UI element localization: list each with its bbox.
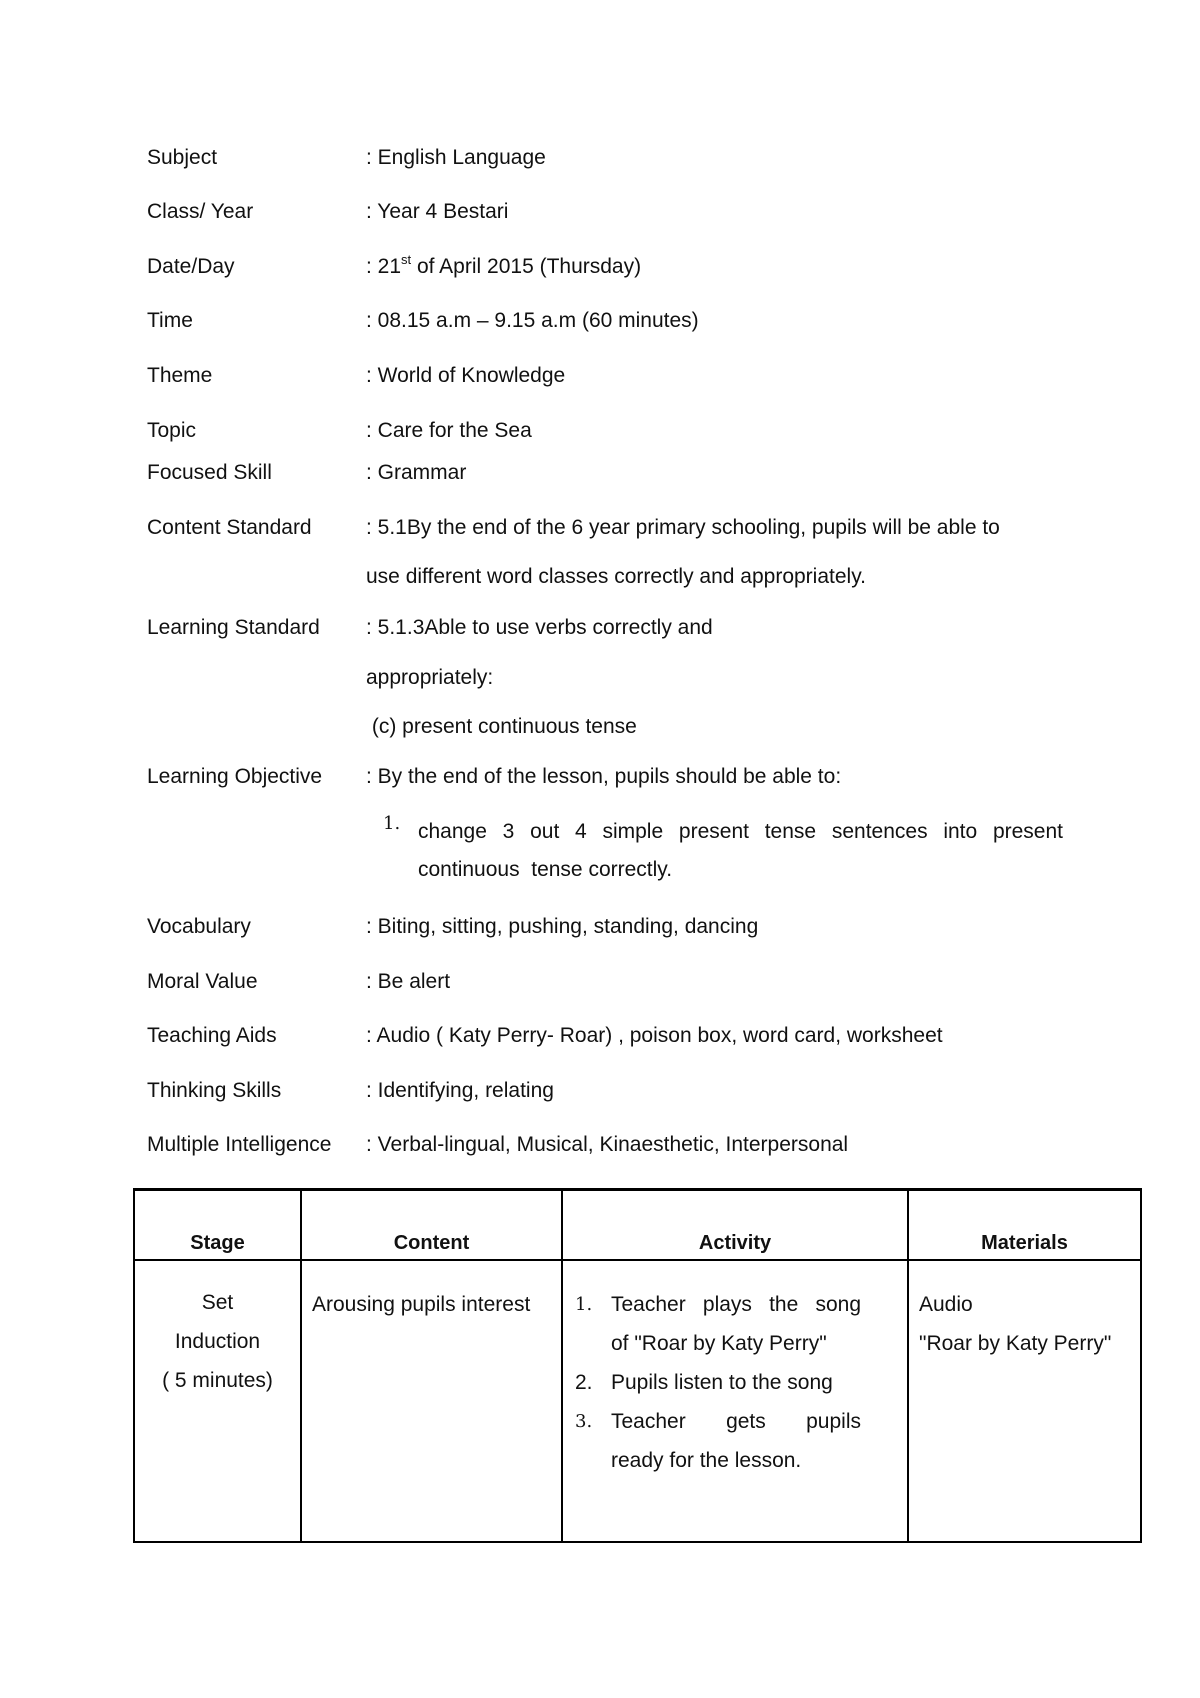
focused-skill-value: : Grammar [366,461,467,484]
stage-line: ( 5 minutes) [162,1369,273,1392]
stage-line: Set [201,1291,234,1314]
activity-text: Teacher plays the song of "Roar by Katy Perry" [611,1293,861,1355]
objective-item-number: 1. [383,813,401,834]
activity-number: 1. [575,1294,593,1315]
teaching-aids-label: Teaching Aids [147,1024,277,1047]
time-value: : 08.15 a.m – 9.15 a.m (60 minutes) [366,309,699,332]
subject-row [0,146,1200,176]
learning-standard-row [0,616,1200,646]
activity-number: 2. [575,1371,593,1394]
learning-objective-row [0,765,1200,795]
material-line: Audio [919,1293,973,1316]
table-row [134,1260,1141,1542]
topic-label: Topic [147,419,197,442]
content-text: Arousing pupils interest [312,1293,531,1316]
learning-standard-label: Learning Standard [147,616,320,639]
learning-standard-value: : 5.1.3Able to use verbs correctly and [366,616,713,639]
activity-list [563,1261,907,1480]
moral-value-value: : Be alert [366,970,451,993]
topic-row [0,419,1200,449]
date-day-label: Date/Day [147,255,235,278]
theme-label: Theme [147,364,213,387]
multiple-intelligence-value: : Verbal-lingual, Musical, Kinaesthetic, Interpersonal [366,1133,849,1156]
teaching-aids-value: : Audio ( Katy Perry- Roar) , poison box, word card, worksheet [366,1024,943,1047]
stage-line: Induction [174,1330,261,1353]
learning-standard-continuation-2: (c) present continuous tense [366,715,637,738]
materials-cell [908,1260,1141,1542]
material-line: "Roar by Katy Perry" [919,1332,1112,1355]
learning-standard-continuation-row [0,666,1200,696]
learning-standard-continuation-1: appropriately: [366,666,494,689]
date-day-value: : 21st of April 2015 (Thursday) [366,252,642,278]
moral-value-label: Moral Value [147,970,258,993]
class-year-label: Class/ Year [147,200,254,223]
vocabulary-value: : Biting, sitting, pushing, standing, dancing [366,915,759,938]
activity-text: Pupils listen to the song [611,1371,833,1394]
header-stage: Stage [134,1190,301,1261]
content-standard-row [0,516,1200,546]
vocabulary-row [0,915,1200,945]
time-row [0,309,1200,339]
class-year-value: : Year 4 Bestari [366,200,509,223]
teaching-aids-row [0,1024,1200,1054]
header-materials: Materials [908,1190,1141,1261]
topic-value: : Care for the Sea [366,419,532,442]
time-label: Time [147,309,193,332]
table-header-row [134,1190,1141,1261]
header-activity: Activity [562,1190,908,1261]
content-standard-label: Content Standard [147,516,312,539]
subject-value: : English Language [366,146,546,169]
multiple-intelligence-label: Multiple Intelligence [147,1133,332,1156]
content-standard-continuation: use different word classes correctly and appropriately. [366,565,866,588]
theme-value: : World of Knowledge [366,364,566,387]
thinking-skills-label: Thinking Skills [147,1079,282,1102]
content-standard-continuation-row [0,565,1200,595]
theme-row [0,364,1200,394]
vocabulary-label: Vocabulary [147,915,251,938]
focused-skill-label: Focused Skill [147,461,272,484]
header-content: Content [301,1190,562,1261]
content-cell [301,1260,562,1542]
activity-number: 3. [575,1411,593,1432]
focused-skill-row [0,461,1200,491]
learning-objective-label: Learning Objective [147,765,323,788]
class-year-row [0,200,1200,230]
multiple-intelligence-row [0,1133,1200,1163]
activity-text: Teacher gets pupils ready for the lesson. [611,1410,861,1472]
date-day-row [0,252,1200,285]
thinking-skills-value: : Identifying, relating [366,1079,554,1102]
learning-objective-value: : By the end of the lesson, pupils should be able to: [366,765,842,788]
activity-item [575,1285,861,1363]
learning-standard-continuation-row-2 [0,715,1200,745]
activity-item [575,1363,861,1402]
lesson-plan-table [133,1188,1142,1543]
stage-cell [134,1260,301,1542]
objective-item-text: change 3 out 4 simple present tense sentences into present continuous tense correctly. [418,820,1063,881]
content-standard-value: : 5.1By the end of the 6 year primary schooling, pupils will be able to [366,516,1000,539]
activity-cell [562,1260,908,1542]
subject-label: Subject [147,146,218,169]
activity-item [575,1402,861,1480]
moral-value-row [0,970,1200,1000]
thinking-skills-row [0,1079,1200,1109]
